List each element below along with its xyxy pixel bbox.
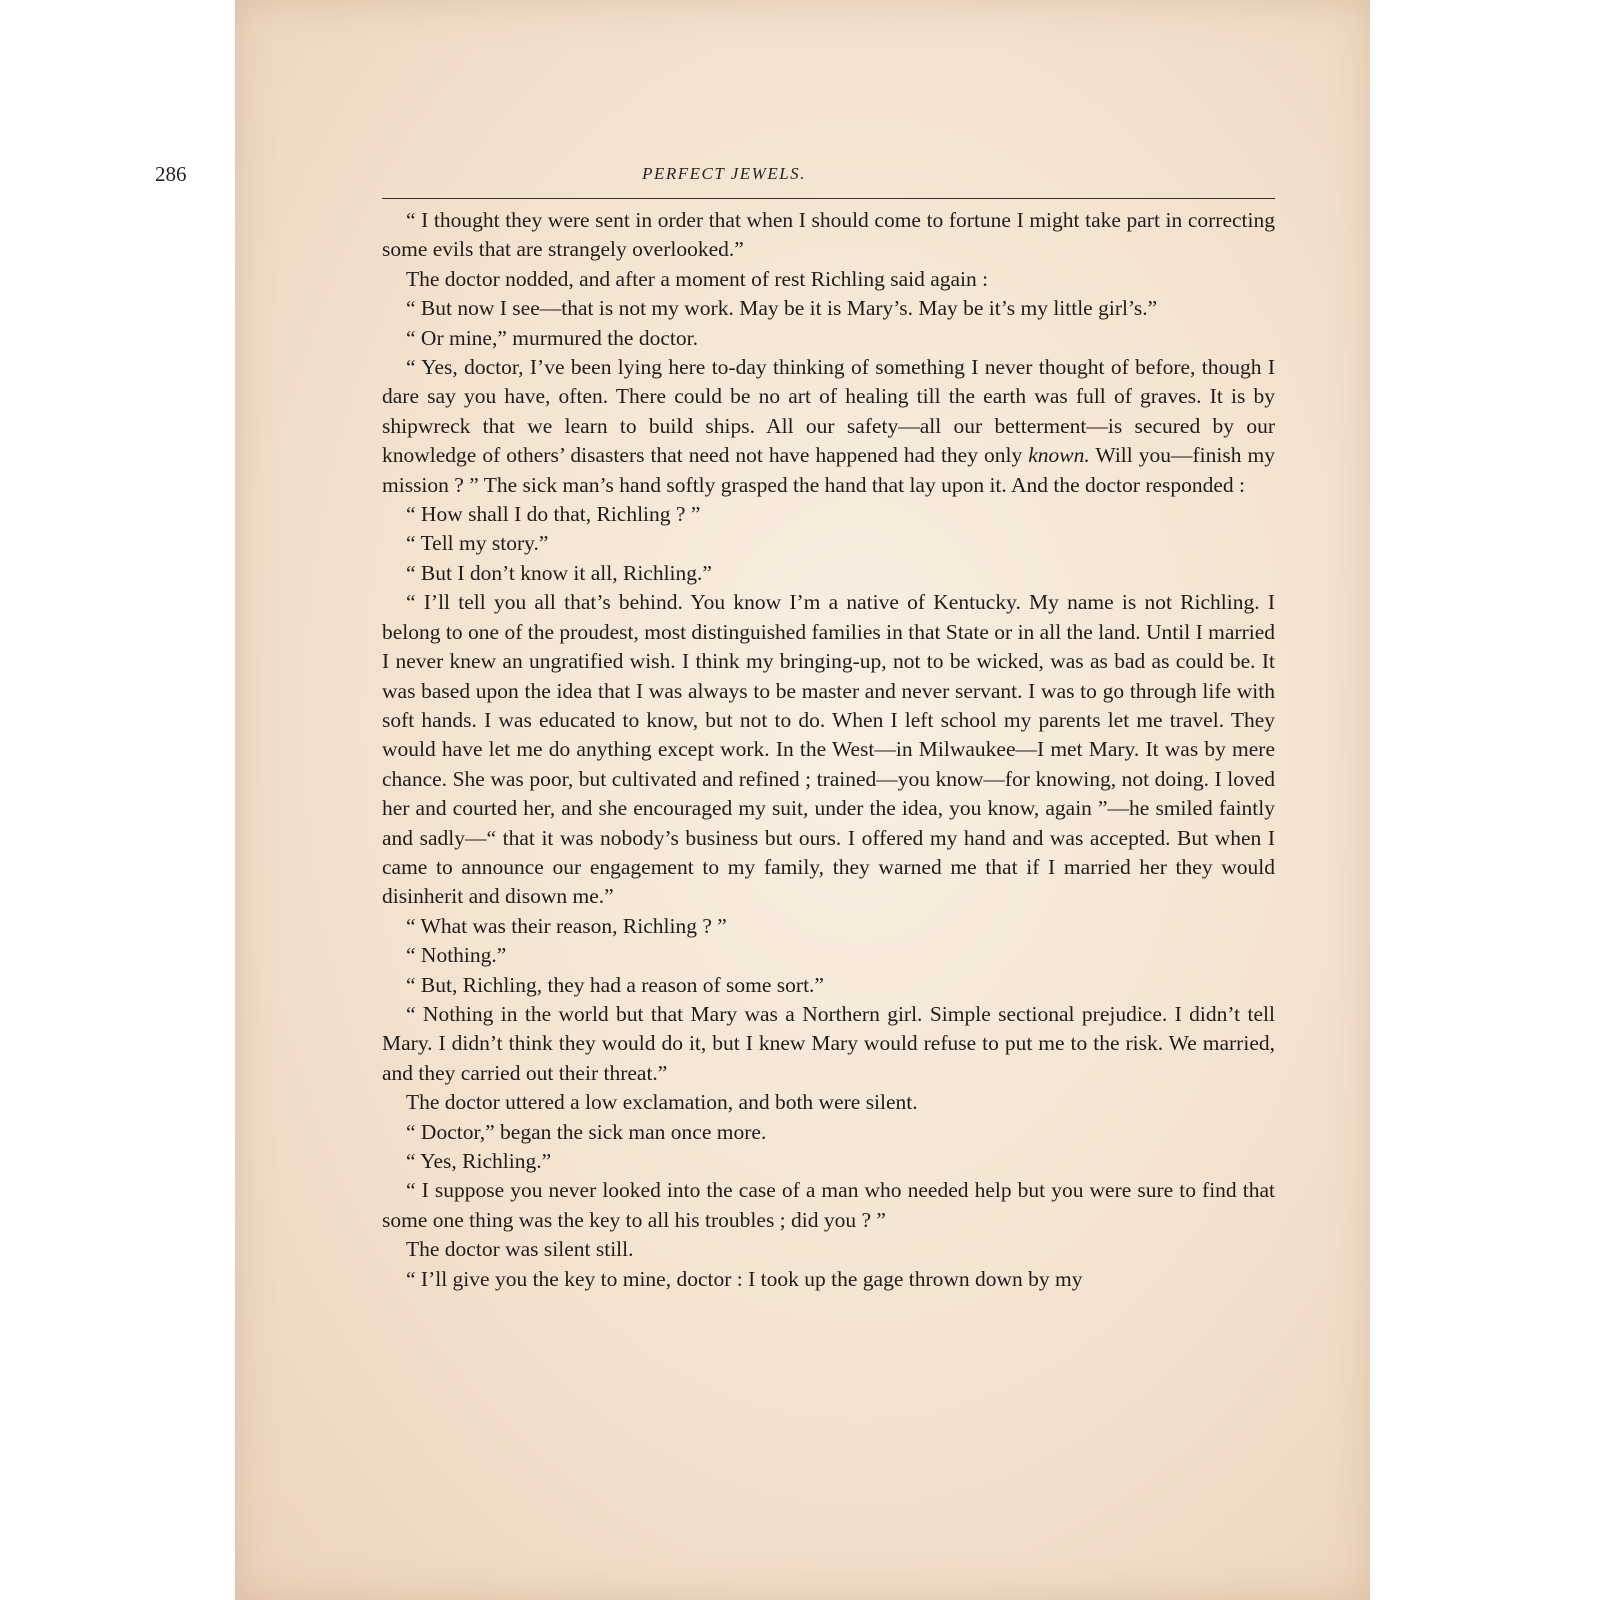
running-title: PERFECT JEWELS. <box>642 164 806 183</box>
page-number: 286 <box>155 162 187 186</box>
paragraph: “ How shall I do that, Richling ? ” <box>406 502 701 527</box>
paragraph: “ I’ll give you the key to mine, doctor : I took up the gage thrown down by my <box>406 1266 1083 1291</box>
paragraph: “ Nothing.” <box>406 943 507 968</box>
body-text <box>382 206 1275 1294</box>
paragraph: “ But, Richling, they had a reason of some sort.” <box>406 972 824 997</box>
running-head <box>155 158 1293 198</box>
paragraph: “ Tell my story.” <box>406 531 549 556</box>
paragraph: The doctor was silent still. <box>406 1237 634 1262</box>
paragraph-text: “ Yes, doctor, I’ve been lying here to-day thinking of something I never thought of before, though I dare say you have, often. There could be no art of healing till the earth was full of graves. It is by shipwreck that we learn to build ships. All our safety—all our betterment—is secured by our knowledge of others’ disasters that need not have happened had they only <box>382 355 1275 468</box>
paragraph: The doctor nodded, and after a moment of rest Richling said again : <box>406 266 989 291</box>
paragraph: “ Or mine,” murmured the doctor. <box>406 325 698 350</box>
paragraph: “ I suppose you never looked into the case of a man who needed help but you were sure to find that some one thing was the key to all his troubles ; did you ? ” <box>382 1178 1275 1232</box>
italic-word: known. <box>1028 443 1090 468</box>
paragraph: “ I’ll tell you all that’s behind. You know I’m a native of Kentucky. My name is not Richling. I belong to one of the proudest, most distinguished families in that State or in all the land. Until I married I never knew an ungratified wish. I think my bringing-up, not to be wicked, was as bad as could be. It was based upon the idea that I was always to be master and never servant. I was to go through life with soft hands. I was educated to know, but not to do. When I left school my parents let me travel. They would have let me do anything except work. In the West—in Milwaukee—I met Mary. It was by mere chance. She was poor, but cultivated and refined ; trained—you know—for knowing, not doing. I loved her and courted her, and she encouraged my suit, under the idea, you know, again ”—he smiled faintly and sadly—“ that it was nobody’s business but ours. I offered my hand and was accepted. But when I came to announce our engagement to my family, they warned me that if I married her they would disinherit and disown me.” <box>382 590 1275 909</box>
paragraph: “ Yes, Richling.” <box>406 1149 552 1173</box>
paragraph: “ Nothing in the world but that Mary was a Northern girl. Simple sectional prejudice. I didn’t tell Mary. I didn’t think they would do it, but I knew Mary would refuse to put me to the risk. We married, and they carried out their threat.” <box>382 1001 1275 1085</box>
paragraph: “ Doctor,” began the sick man once more. <box>406 1119 767 1144</box>
paragraph <box>382 353 1275 500</box>
paragraph-text: Will you—finish my mission ? ” The sick man’s hand softly grasped the hand that lay upon it. And the doctor responded : <box>382 443 1275 497</box>
paragraph: “ But I don’t know it all, Richling.” <box>406 560 712 585</box>
header-rule <box>382 198 1275 199</box>
paragraph: “ But now I see—that is not my work. May be it is Mary’s. May be it’s my little girl’s.” <box>406 296 1158 321</box>
paragraph: “ What was their reason, Richling ? ” <box>406 913 727 938</box>
paragraph: The doctor uttered a low exclamation, and both were silent. <box>406 1090 918 1115</box>
paragraph: “ I thought they were sent in order that when I should come to fortune I might take part in correcting some evils that are strangely overlooked.” <box>382 208 1275 262</box>
